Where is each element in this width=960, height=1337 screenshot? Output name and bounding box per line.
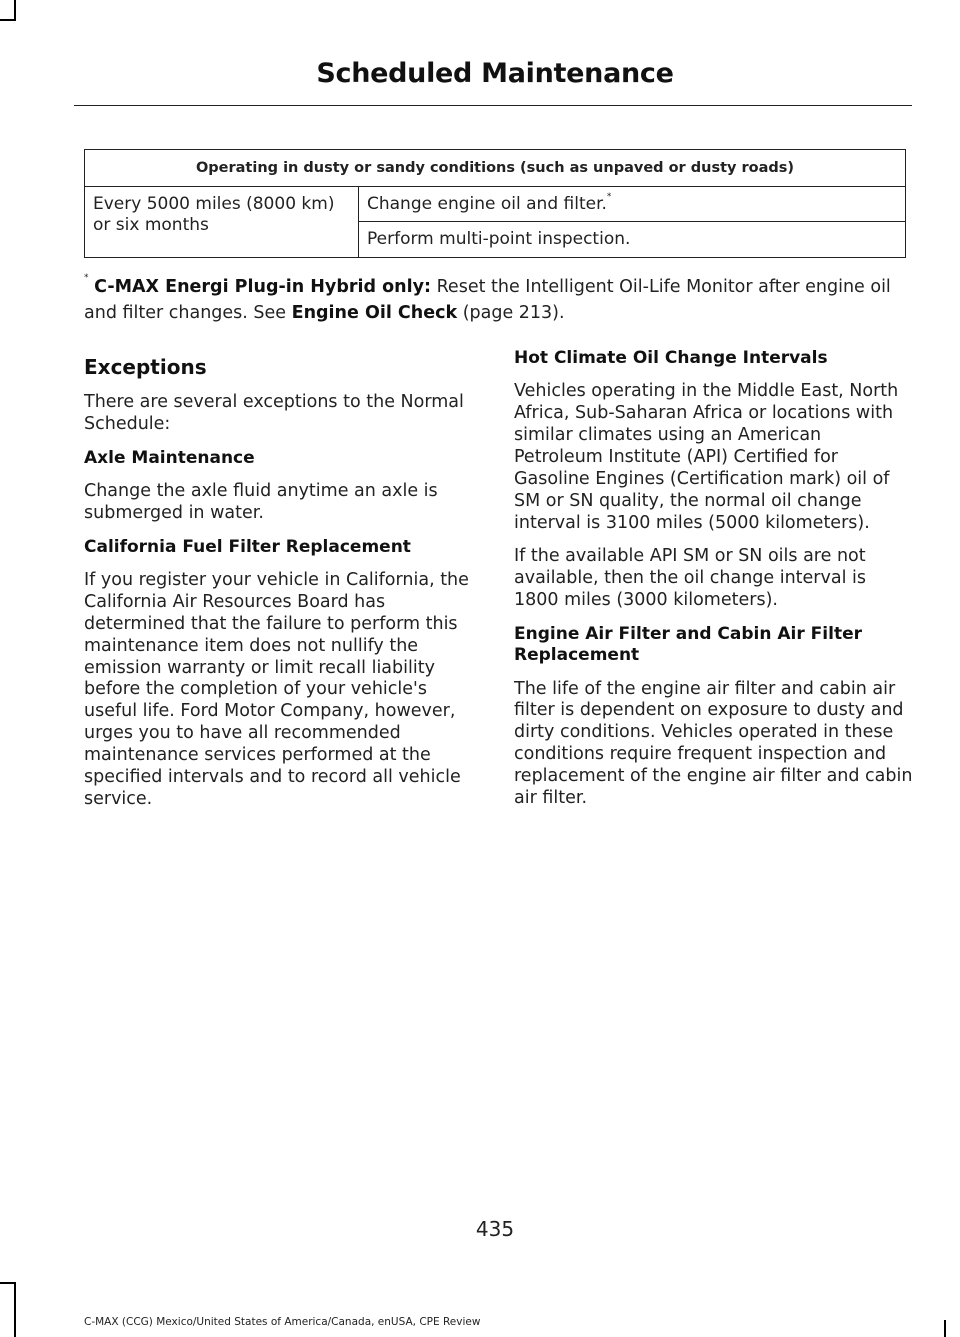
action-text: Perform multi-point inspection. bbox=[367, 229, 631, 250]
table-heading: Operating in dusty or sandy conditions (such as unpaved or dusty roads) bbox=[85, 150, 906, 187]
paragraph: Vehicles operating in the Middle East, North Africa, Sub-Saharan Africa or locations with similar climates using an American Petroleum Institute (API) Certified for Gasoline Engines (Certification mark) oil of SM or SN quality, the normal oil change interval is 3100 miles (5000 kilometers). bbox=[514, 381, 899, 533]
action-cell bbox=[359, 222, 906, 257]
interval-cell: Every 5000 miles (8000 km) or six months bbox=[85, 187, 359, 258]
subsection-heading: Axle Maintenance bbox=[84, 447, 255, 468]
crop-mark-bottom-right-v bbox=[944, 1320, 946, 1337]
footnote-lead: C-MAX Energi Plug-in Hybrid only: bbox=[94, 277, 431, 297]
paragraph: The life of the engine air filter and cabin air filter is dependent on exposure to dusty and dirty conditions. Vehicles operated in these conditions require frequent inspection and replacement of the engine air filter and cabin air filter. bbox=[514, 678, 913, 808]
table-footnote bbox=[84, 274, 914, 327]
action-text: Change engine oil and filter. bbox=[367, 194, 607, 214]
title-rule bbox=[74, 105, 912, 106]
table-header-row bbox=[85, 150, 906, 187]
table-row bbox=[85, 187, 906, 222]
paragraph: There are several exceptions to the Normal Schedule: bbox=[84, 392, 464, 434]
paragraph: Change the axle fluid anytime an axle is submerged in water. bbox=[84, 481, 438, 523]
section-heading-exceptions: Exceptions bbox=[84, 355, 207, 379]
page-title: Scheduled Maintenance bbox=[316, 58, 674, 89]
crop-mark-top-left-v bbox=[14, 0, 16, 20]
page-number: 435 bbox=[475, 1217, 515, 1241]
paragraph: If the available API SM or SN oils are not available, then the oil change interval is 1800 miles (3000 kilometers). bbox=[514, 546, 866, 611]
maintenance-table bbox=[84, 149, 906, 258]
subsection-heading: California Fuel Filter Replacement bbox=[84, 536, 411, 557]
subsection-heading: Engine Air Filter and Cabin Air Filter Replacement bbox=[514, 624, 862, 666]
footnote-marker: * bbox=[84, 273, 89, 283]
footnote-ref-link[interactable]: Engine Oil Check bbox=[291, 303, 458, 324]
action-cell bbox=[359, 187, 906, 222]
footnote-marker: * bbox=[606, 192, 612, 202]
subsection-heading: Hot Climate Oil Change Intervals bbox=[514, 348, 828, 368]
crop-mark-bottom-left-v bbox=[14, 1282, 16, 1337]
crop-mark-top-left-h bbox=[0, 19, 16, 21]
paragraph: If you register your vehicle in California, the California Air Resources Board has determined that the failure to perform this maintenance item does not nullify the emission warranty or limit recall liability before the completion of your vehicle's useful life. Ford Motor Company, however, urges you to have all recommended maintenance services performed at the specified intervals and to record all vehicle service. bbox=[84, 570, 469, 809]
right-column bbox=[514, 348, 914, 822]
document-footer: C-MAX (CCG) Mexico/United States of America/Canada, enUSA, CPE Review bbox=[84, 1316, 481, 1328]
footnote-text: Reset the Intelligent Oil-Life Monitor after engine oil and filter changes. See bbox=[84, 277, 891, 324]
footnote-ref-page: (page 213). bbox=[457, 303, 565, 324]
crop-mark-bottom-left-h bbox=[0, 1282, 16, 1284]
left-column bbox=[84, 355, 484, 823]
